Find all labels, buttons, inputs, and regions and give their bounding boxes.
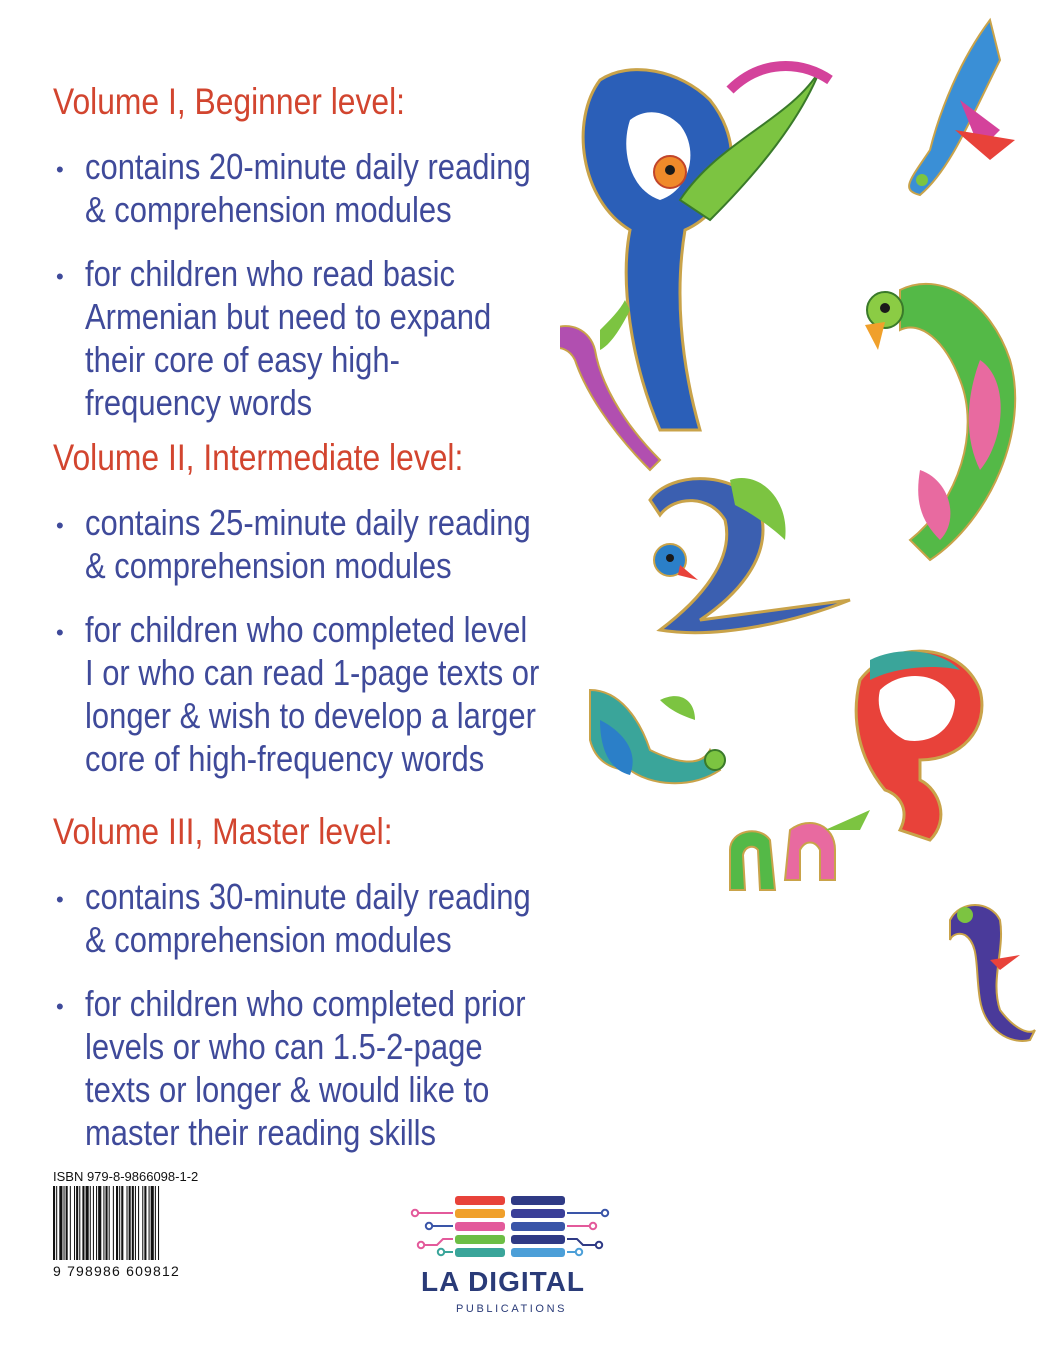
bullet-line: core of high-frequency words xyxy=(85,738,485,779)
bullet-line: Armenian but need to expand xyxy=(85,296,492,337)
bird-letter-3 xyxy=(865,284,1015,560)
publisher-logo-icon xyxy=(405,1192,615,1267)
list-item xyxy=(53,875,603,961)
list-item xyxy=(53,145,603,231)
volume-1-bullet-list xyxy=(53,145,603,424)
volume-2-bullet-list xyxy=(53,501,613,780)
bullet-line: texts or longer & would like to xyxy=(85,1069,490,1110)
list-item xyxy=(53,252,603,424)
bullet-dot: • xyxy=(56,157,64,182)
isbn-label: ISBN 979-8-9866098-1-2 xyxy=(53,1169,199,1184)
list-item xyxy=(53,608,613,780)
barcode-icon xyxy=(53,1186,203,1260)
publisher-name: LA DIGITAL xyxy=(421,1266,585,1297)
bullet-line: levels or who can 1.5-2-page xyxy=(85,1026,483,1067)
volume-3-heading: Volume III, Master level: xyxy=(53,811,393,852)
list-item xyxy=(53,982,603,1154)
bullet-line: frequency words xyxy=(85,382,313,423)
bullet-line: for children who completed prior xyxy=(85,983,526,1024)
bullet-line: contains 20-minute daily reading xyxy=(85,146,531,187)
barcode-digits: 9 798986 609812 xyxy=(53,1263,180,1279)
ornamental-letters-illustration xyxy=(560,0,1051,1050)
bird-letter-6 xyxy=(856,651,982,840)
bullet-line: their core of easy high- xyxy=(85,339,400,380)
publisher-subtitle: PUBLICATIONS xyxy=(456,1303,568,1315)
bird-letter-8 xyxy=(730,810,870,890)
bullet-line: longer & wish to develop a larger xyxy=(85,695,536,736)
bullet-dot: • xyxy=(56,994,64,1019)
bullet-line: I or who can read 1-page texts or xyxy=(85,652,540,693)
bird-letter-9 xyxy=(950,905,1035,1041)
bullet-line: & comprehension modules xyxy=(85,919,452,960)
volume-2-heading: Volume II, Intermediate level: xyxy=(53,437,464,478)
list-item xyxy=(53,501,613,587)
bullet-dot: • xyxy=(56,620,64,645)
volume-3-bullet-list xyxy=(53,875,603,1154)
bullet-line: master their reading skills xyxy=(85,1112,437,1153)
bullet-dot: • xyxy=(56,887,64,912)
bird-letter-2 xyxy=(909,20,1015,195)
bullet-line: & comprehension modules xyxy=(85,189,452,230)
volume-1-heading: Volume I, Beginner level: xyxy=(53,81,405,122)
bullet-dot: • xyxy=(56,513,64,538)
bullet-line: contains 30-minute daily reading xyxy=(85,876,531,917)
bird-letter-1 xyxy=(583,66,830,430)
bullet-line: for children who read basic xyxy=(85,253,456,294)
bird-letter-5 xyxy=(650,478,850,633)
bird-letter-7 xyxy=(590,690,725,783)
bullet-line: contains 25-minute daily reading xyxy=(85,502,531,543)
bullet-line: for children who completed level xyxy=(85,609,528,650)
bullet-line: & comprehension modules xyxy=(85,545,452,586)
bullet-dot: • xyxy=(56,264,64,289)
